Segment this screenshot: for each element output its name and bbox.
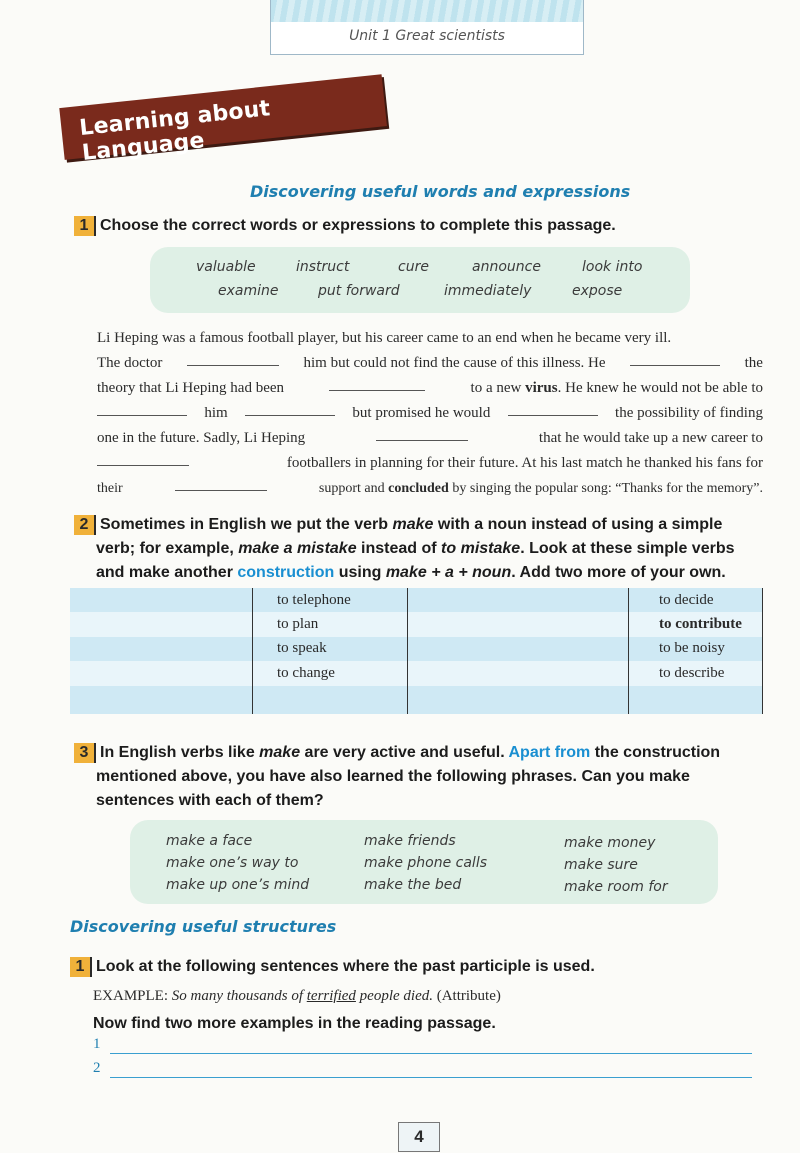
passage-text: him xyxy=(204,405,228,421)
answer-line[interactable] xyxy=(110,1053,752,1054)
q3-text: sentences with each of them? xyxy=(96,792,324,809)
q1-instruction-row xyxy=(74,214,616,238)
example-label: EXAMPLE: xyxy=(93,988,168,1004)
unit-header xyxy=(270,0,584,55)
table-cell: to describe xyxy=(629,661,763,685)
section-title: Learning about Language xyxy=(78,96,272,166)
header-band xyxy=(271,0,583,22)
word-bank-item: cure xyxy=(398,259,429,275)
passage-text: by singing the popular song: “Thanks for the memory”. xyxy=(452,481,763,496)
phrase-item: make room for xyxy=(564,879,668,895)
answer-cell[interactable] xyxy=(408,661,629,685)
word-bank-item: immediately xyxy=(444,283,532,299)
passage-text: The doctor xyxy=(97,355,163,371)
answer-cell[interactable] xyxy=(253,686,408,715)
answer-cell[interactable] xyxy=(629,686,763,715)
passage-bold-word: concluded xyxy=(388,481,449,496)
answer-blank[interactable] xyxy=(97,451,189,466)
passage-text: . He knew he would not be able to xyxy=(557,380,763,396)
table-cell: to speak xyxy=(253,637,408,661)
phrase-item: make sure xyxy=(564,857,638,873)
q2-text: and make another xyxy=(96,564,238,581)
passage-text: Li Heping was a famous football player, but his career came to an end when he became very ill. xyxy=(97,330,672,346)
table-cell: to decide xyxy=(629,588,763,612)
passage-text: support and xyxy=(318,481,385,496)
q3-text: mentioned above, you have also learned the following phrases. Can you make xyxy=(96,768,690,785)
answer-blank[interactable] xyxy=(376,426,468,441)
phrase-column xyxy=(564,832,668,898)
q3-text: the construction xyxy=(590,744,721,761)
word-bank xyxy=(150,247,690,313)
q2-italic: to mistake xyxy=(441,540,521,557)
q3-text: In English verbs like xyxy=(100,744,260,761)
word-bank-item: valuable xyxy=(196,259,256,275)
find-instruction: Now find two more examples in the reading passage. xyxy=(93,1015,496,1032)
example-tag: (Attribute) xyxy=(436,988,501,1004)
s1-instruction: Look at the following sentences where the past participle is used. xyxy=(96,958,595,975)
q2-number: 2 xyxy=(74,515,96,535)
passage-text: him but could not find the cause of this illness. He xyxy=(303,355,606,371)
q2-text: with a noun instead of using a simple xyxy=(433,516,723,533)
q3-number: 3 xyxy=(74,743,96,763)
q2-text: . Add two more of your own. xyxy=(511,564,726,581)
example-underlined: terrified xyxy=(306,988,356,1004)
q2-italic: make a mistake xyxy=(238,540,357,557)
phrase-column xyxy=(166,830,309,896)
word-bank-item: instruct xyxy=(296,259,350,275)
example-text: people died. xyxy=(355,988,433,1004)
word-bank-item: expose xyxy=(572,283,623,299)
s1-instruction-row xyxy=(70,955,595,979)
word-bank-item: put forward xyxy=(318,283,400,299)
phrase-item: make phone calls xyxy=(364,855,487,871)
phrase-item: make a face xyxy=(166,833,253,849)
section-banner xyxy=(59,74,387,166)
answer-blank[interactable] xyxy=(187,351,279,366)
table-cell: to be noisy xyxy=(629,637,763,661)
passage-text: the possibility of finding xyxy=(615,405,763,421)
answer-blank[interactable] xyxy=(508,401,598,416)
q2-italic: make xyxy=(392,516,434,533)
phrase-item: make friends xyxy=(364,833,456,849)
phrase-column xyxy=(364,830,487,896)
word-bank-item: announce xyxy=(472,259,541,275)
page-number: 4 xyxy=(398,1122,440,1152)
passage-text: one in the future. Sadly, Li Heping xyxy=(97,430,306,446)
q2-text: instead of xyxy=(356,540,442,557)
line-number: 2 xyxy=(93,1060,101,1076)
passage-text: theory that Li Heping had been xyxy=(97,380,285,396)
table-cell: to plan xyxy=(253,612,408,636)
example-text: So many thousands of xyxy=(171,988,307,1004)
answer-blank[interactable] xyxy=(175,476,267,491)
q1-number: 1 xyxy=(74,216,96,236)
q2-text: Sometimes in English we put the verb xyxy=(100,516,393,533)
s1-number: 1 xyxy=(70,957,92,977)
answer-blank[interactable] xyxy=(630,351,720,366)
passage-bold-word: virus xyxy=(525,380,558,396)
cloze-passage xyxy=(97,326,763,501)
passage-text: their xyxy=(97,481,123,496)
passage-text: to a new xyxy=(470,380,522,396)
subheading-words: Discovering useful words and expressions xyxy=(250,182,631,201)
answer-cell[interactable] xyxy=(408,612,629,636)
q3-text: are very active and useful. xyxy=(300,744,509,761)
answer-cell[interactable] xyxy=(408,588,629,612)
answer-line[interactable] xyxy=(110,1077,752,1078)
line-number: 1 xyxy=(93,1036,101,1052)
answer-cell[interactable] xyxy=(408,637,629,661)
passage-text: the xyxy=(744,355,763,371)
q2-text: using xyxy=(334,564,386,581)
phrase-item: make money xyxy=(564,835,656,851)
q3-instruction xyxy=(74,741,774,813)
phrase-item: make one’s way to xyxy=(166,855,299,871)
q2-text: . Look at these simple verbs xyxy=(520,540,735,557)
answer-cell[interactable] xyxy=(408,686,629,715)
passage-text: that he would take up a new career to xyxy=(538,430,763,446)
q2-text: verb; for example, xyxy=(96,540,239,557)
subheading-structures: Discovering useful structures xyxy=(70,917,337,936)
make-noun-table xyxy=(70,588,763,714)
answer-blank[interactable] xyxy=(245,401,335,416)
q2-highlight: construction xyxy=(237,564,335,581)
answer-blank[interactable] xyxy=(329,376,425,391)
q2-instruction xyxy=(74,513,774,585)
q1-instruction: Choose the correct words or expressions to complete this passage. xyxy=(100,217,616,234)
q2-italic: make + a + noun xyxy=(385,564,512,581)
word-bank-item: examine xyxy=(218,283,279,299)
passage-text: footballers in planning for their future. At his last match he thanked his fans for xyxy=(286,455,763,471)
q3-highlight: Apart from xyxy=(508,744,591,761)
unit-title: Unit 1 Great scientists xyxy=(349,28,505,44)
table-cell: to telephone xyxy=(253,588,408,612)
phrase-item: make up one’s mind xyxy=(166,877,310,893)
answer-blank[interactable] xyxy=(97,401,187,416)
table-cell: to contribute xyxy=(629,612,763,636)
phrase-item: make the bed xyxy=(364,877,462,893)
passage-text: but promised he would xyxy=(352,405,491,421)
word-bank-item: look into xyxy=(582,259,643,275)
q3-italic: make xyxy=(259,744,301,761)
example-sentence xyxy=(93,988,501,1005)
table-cell: to change xyxy=(253,661,408,685)
